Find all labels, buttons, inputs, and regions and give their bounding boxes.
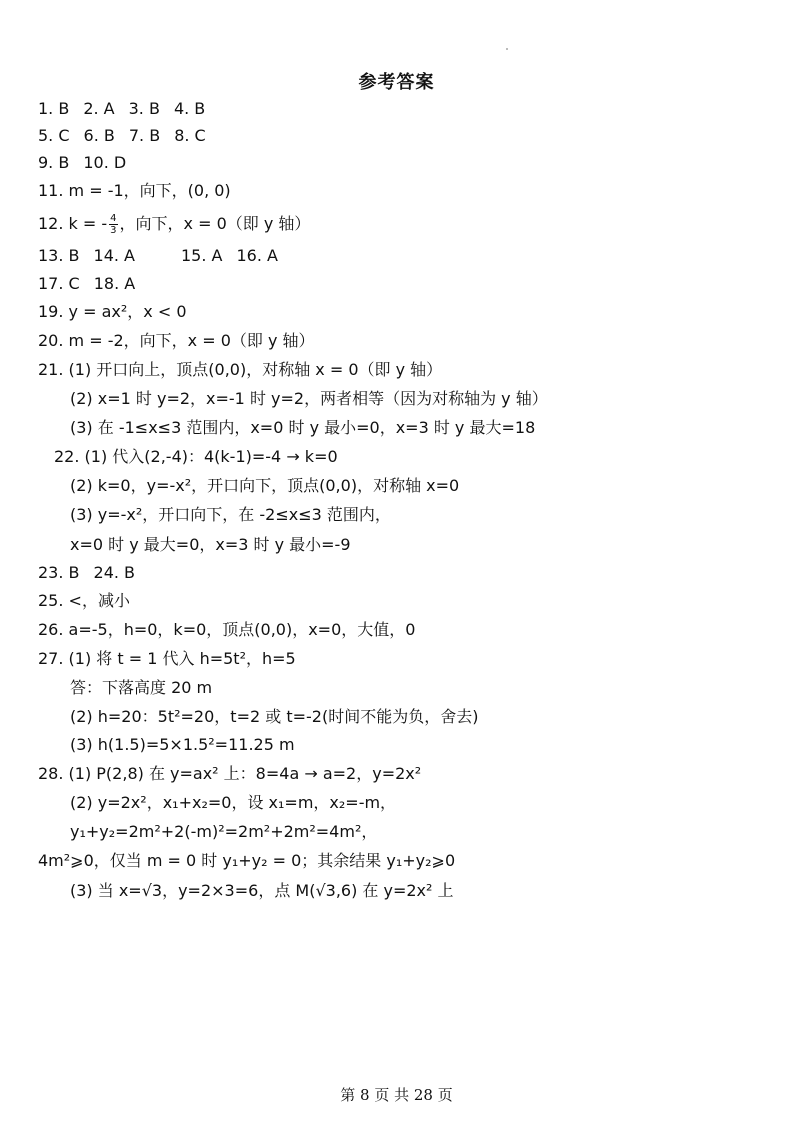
answer-22-part3: (3) y=-x²，开口向下，在 -2≤x≤3 范围内， (70, 505, 391, 524)
answer-20: 20. m = -2，向下，x = 0（即 y 轴） (38, 331, 315, 350)
answer-row-5-8 (38, 126, 206, 146)
answer-25: 25. <，减小 (38, 591, 130, 610)
answer-22-part1: 22. (1) 代入(2,-4)：4(k-1)=-4 → k=0 (54, 447, 338, 466)
answer-24: 24. B (93, 563, 136, 582)
answer-4: 4. B (173, 99, 206, 118)
answer-14: 14. A (93, 246, 135, 265)
answer-22-part4: x=0 时 y 最大=0，x=3 时 y 最小=-9 (70, 535, 351, 554)
page-title: 参考答案 (358, 72, 435, 93)
answer-row-13-16 (38, 246, 278, 266)
answer-21-part1: 21. (1) 开口向上，顶点(0,0)，对称轴 x = 0（即 y 轴） (38, 360, 443, 379)
answer-1: 1. B (38, 99, 70, 118)
answer-22-part2: (2) k=0，y=-x²，开口向下，顶点(0,0)，对称轴 x=0 (70, 476, 460, 495)
answer-28-part1: 28. (1) P(2,8) 在 y=ax² 上：8=4a → a=2，y=2x² (38, 764, 422, 783)
answer-row-1-4 (38, 99, 205, 119)
answer-27-conclusion: 答：下落高度 20 m (70, 678, 213, 697)
answer-15: 15. A (181, 246, 223, 265)
answer-23: 23. B (38, 563, 80, 582)
fraction: $\frac{4}{3}$ (110, 213, 117, 236)
answer-row-17-18 (38, 274, 135, 294)
answer-12: 12. k = - $\frac{4}{3}$ ，向下，x = 0（即 y 轴） (38, 213, 311, 236)
answer-18: 18. A (93, 274, 136, 293)
answer-row-23-24 (38, 563, 135, 583)
answer-28-part2-cont: y₁+y₂=2m²+2(-m)²=2m²+2m²=4m²， (70, 822, 378, 841)
answer-3: 3. B (128, 99, 160, 118)
answer-26: 26. a=-5，h=0，k=0，顶点(0,0)，x=0，大值，0 (38, 620, 416, 639)
answer-28-part3: (3) 当 x=√3，y=2×3=6，点 M(√3,6) 在 y=2x² 上 (70, 881, 454, 900)
answer-6: 6. B (83, 126, 115, 145)
answer-5: 5. C (38, 126, 70, 145)
answer-13: 13. B (38, 246, 80, 265)
answer-27-part1: 27. (1) 将 t = 1 代入 h=5t²，h=5 (38, 649, 296, 668)
answer-21-part3: (3) 在 -1≤x≤3 范围内，x=0 时 y 最小=0，x=3 时 y 最大=18 (70, 418, 536, 437)
answer-16: 16. A (236, 246, 278, 265)
answer-27-part2: (2) h=20：5t²=20，t=2 或 t=-2(时间不能为负，舍去) (70, 707, 479, 726)
answer-28-part2-result: 4m²⩾0，仅当 m = 0 时 y₁+y₂ = 0；其余结果 y₁+y₂⩾0 (38, 851, 456, 870)
answer-28-part2: (2) y=2x²，x₁+x₂=0，设 x₁=m，x₂=-m， (70, 793, 397, 812)
answer-11: 11. m = -1，向下，(0, 0) (38, 181, 231, 200)
answer-8: 8. C (174, 126, 206, 145)
page-footer: 第 8 页 共 28 页 (340, 1086, 453, 1104)
scan-speck (506, 48, 508, 50)
answer-27-part3: (3) h(1.5)=5×1.5²=11.25 m (70, 735, 295, 754)
answer-10: 10. D (83, 153, 127, 172)
answer-19: 19. y = ax²，x < 0 (38, 302, 187, 321)
answer-row-9-10 (38, 153, 126, 173)
answer-17: 17. C (38, 274, 80, 293)
answer-2: 2. A (83, 99, 115, 118)
answer-7: 7. B (128, 126, 161, 145)
answer-9: 9. B (38, 153, 70, 172)
answer-21-part2: (2) x=1 时 y=2，x=-1 时 y=2，两者相等（因为对称轴为 y 轴） (70, 389, 548, 408)
